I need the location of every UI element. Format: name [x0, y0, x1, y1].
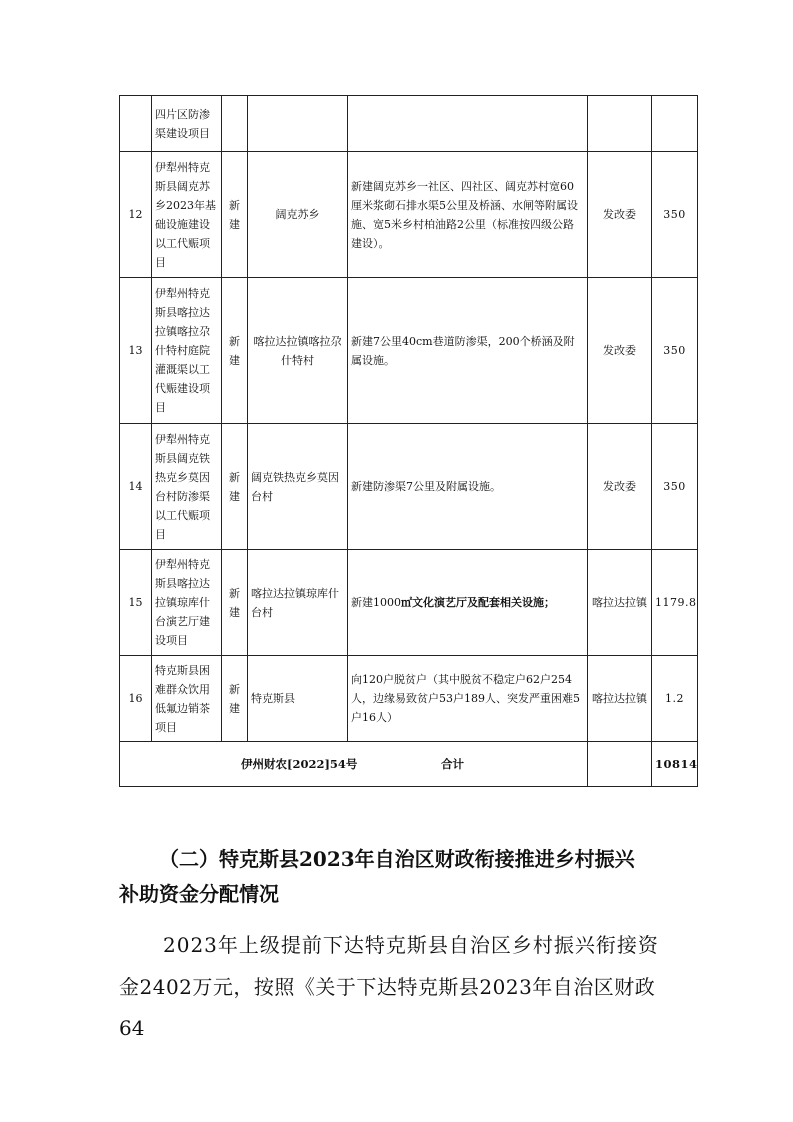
project-name: 伊犁州特克斯县喀拉达拉镇喀拉尕什特村庭院灌溉渠以工代赈建设项目 — [152, 278, 222, 424]
amount: 350 — [652, 152, 698, 278]
body-paragraph-line1: 2023年上级提前下达特克斯县自治区乡村振兴衔接资 — [163, 933, 659, 957]
project-content: 向120户脱贫户（其中脱贫不稳定户62户254人，边缘易致贫户53户189人、突发严重困难5户16人） — [348, 656, 588, 742]
project-name: 伊犁州特克斯县喀拉达拉镇琼库什台演艺厅建设项目 — [152, 550, 222, 656]
content-bold: ㎡文化演艺厅及配套相关设施； — [401, 596, 555, 609]
table-row — [120, 656, 698, 742]
content-plain: 新建1000 — [351, 596, 401, 609]
project-content — [348, 550, 588, 656]
table-row — [120, 278, 698, 424]
project-table — [119, 95, 698, 787]
project-type: 新建 — [222, 550, 248, 656]
project-location: 特克斯县 — [248, 656, 348, 742]
row-number: 15 — [120, 550, 152, 656]
table-row — [120, 424, 698, 550]
project-content: 新建防渗渠7公里及附属设施。 — [348, 424, 588, 550]
department: 发改委 — [588, 424, 652, 550]
project-type: 新建 — [222, 656, 248, 742]
project-type: 新建 — [222, 152, 248, 278]
section-heading-line2: 补助资金分配情况 — [119, 882, 279, 906]
table-row — [120, 96, 698, 152]
total-amount: 10814 — [652, 742, 698, 787]
total-row — [120, 742, 698, 787]
project-name: 四片区防渗渠建设项目 — [152, 96, 222, 152]
project-location — [248, 96, 348, 152]
department: 发改委 — [588, 152, 652, 278]
department: 喀拉达拉镇 — [588, 656, 652, 742]
project-type: 新建 — [222, 424, 248, 550]
project-location: 阔克铁热克乡莫因台村 — [248, 424, 348, 550]
project-name: 伊犁州特克斯县阔克苏乡2023年基础设施建设以工代赈项目 — [152, 152, 222, 278]
project-content: 新建7公里40cm巷道防渗渠，200个桥涵及附属设施。 — [348, 278, 588, 424]
project-location: 喀拉达拉镇喀拉尕什特村 — [248, 278, 348, 424]
total-label-cell — [120, 742, 588, 787]
amount: 350 — [652, 278, 698, 424]
project-name: 伊犁州特克斯县阔克铁热克乡莫因台村防渗渠以工代赈项目 — [152, 424, 222, 550]
amount: 1179.8 — [652, 550, 698, 656]
amount: 1.2 — [652, 656, 698, 742]
project-type — [222, 96, 248, 152]
project-content: 新建阔克苏乡一社区、四社区、阔克苏村宽60厘米浆砌石排水渠5公里及桥涵、水闸等附属设施、宽5米乡村柏油路2公里（标准按四级公路建设）。 — [348, 152, 588, 278]
department — [588, 96, 652, 152]
amount: 350 — [652, 424, 698, 550]
department: 发改委 — [588, 278, 652, 424]
body-paragraph-line2: 金2402万元，按照《关于下达特克斯县2023年自治区财政 — [119, 975, 656, 999]
project-content — [348, 96, 588, 152]
amount — [652, 96, 698, 152]
project-type: 新建 — [222, 278, 248, 424]
project-location: 阔克苏乡 — [248, 152, 348, 278]
row-number — [120, 96, 152, 152]
department: 喀拉达拉镇 — [588, 550, 652, 656]
total-label: 合计 — [441, 756, 464, 771]
row-number: 16 — [120, 656, 152, 742]
row-number: 14 — [120, 424, 152, 550]
project-name: 特克斯县困难群众饮用低氟边销茶项目 — [152, 656, 222, 742]
table-row — [120, 152, 698, 278]
page-number: 64 — [119, 1016, 145, 1040]
row-number: 13 — [120, 278, 152, 424]
row-number: 12 — [120, 152, 152, 278]
document-number: 伊州财农[2022]54号 — [241, 756, 358, 771]
section-heading-line1: （二）特克斯县2023年自治区财政衔接推进乡村振兴 — [159, 847, 635, 871]
table-row — [120, 550, 698, 656]
project-location: 喀拉达拉镇琼库什台村 — [248, 550, 348, 656]
total-empty-cell — [588, 742, 652, 787]
